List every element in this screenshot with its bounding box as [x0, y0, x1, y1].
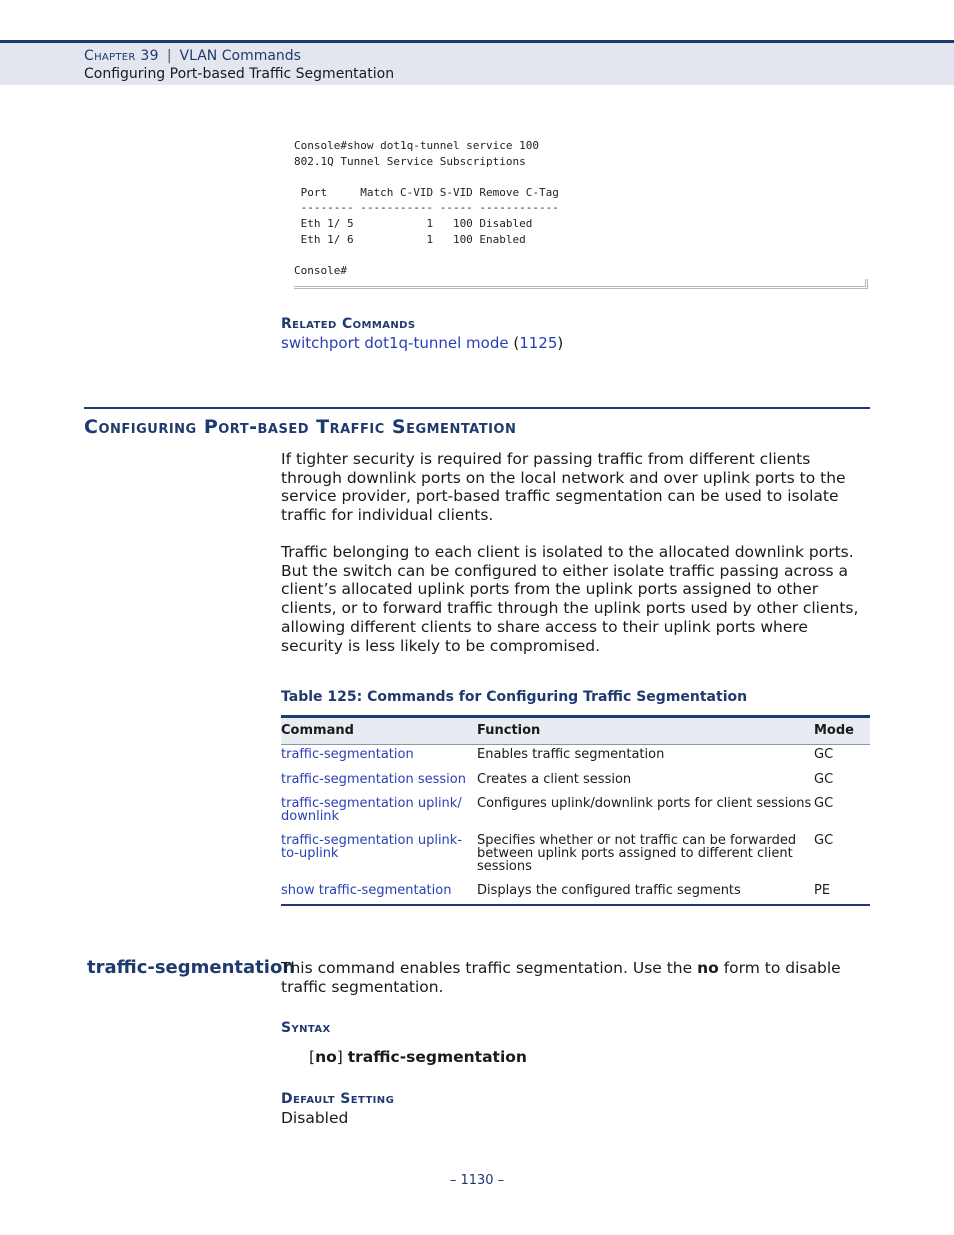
- related-page-link[interactable]: 1125: [519, 334, 558, 352]
- table-header-row: [281, 717, 870, 745]
- command-link[interactable]: traffic-segmentation session: [281, 771, 466, 787]
- table-caption: Table 125: Commands for Configuring Traffic Segmentation: [281, 689, 748, 705]
- table-row: [281, 881, 870, 905]
- related-commands-heading: Related Commands: [281, 316, 416, 332]
- command-description: [281, 959, 871, 996]
- header-mode: Mode: [814, 717, 870, 745]
- command-link[interactable]: traffic-segmentation uplink/ downlink: [281, 796, 462, 824]
- function-cell: Specifies whether or not traffic can be forwarded between uplink ports assigned to different client sessions: [477, 833, 797, 874]
- table-row: [281, 831, 870, 881]
- table-row: [281, 794, 870, 831]
- code-box-border: [294, 279, 868, 289]
- commands-table: [281, 715, 870, 906]
- syntax-line: [309, 1048, 527, 1066]
- chapter-separator: |: [166, 48, 172, 64]
- command-link[interactable]: traffic-segmentation: [281, 747, 414, 762]
- function-cell: Configures uplink/downlink ports for client sessions: [477, 796, 812, 812]
- default-setting-heading: Default Setting: [281, 1091, 395, 1107]
- command-title: traffic-segmentation: [87, 957, 296, 978]
- desc-text-1: This command enables traffic segmentation. Use the: [281, 959, 698, 977]
- section-divider: [84, 407, 870, 409]
- mode-cell: GC: [814, 771, 834, 787]
- syntax-command: traffic-segmentation: [347, 1048, 527, 1066]
- chapter-name: VLAN Commands: [179, 48, 301, 64]
- header-subtitle: Configuring Port-based Traffic Segmentation: [84, 66, 395, 82]
- command-link[interactable]: show traffic-segmentation: [281, 881, 477, 905]
- section-paragraph-1: If tighter security is required for passing traffic from different clients through downlink ports on the local network and over uplink ports to the service provider, port-based traffic segmentation can be used to isolate traffic for individual clients.: [281, 450, 846, 525]
- paren-open: (: [513, 334, 520, 352]
- console-output: Console#show dot1q-tunnel service 100 802.1Q Tunnel Service Subscriptions Port Match C-VID S-VID Remove C-Tag -------- ----------- ----- ------------ Eth 1/ 5 1 100 Disabled Eth 1/ 6 1 100 Enabled Console#: [294, 139, 559, 277]
- page-number: – 1130 –: [449, 1173, 505, 1188]
- related-command-link[interactable]: switchport dot1q-tunnel mode: [281, 334, 509, 352]
- mode-cell: GC: [814, 796, 834, 812]
- default-setting-value: Disabled: [281, 1109, 349, 1127]
- syntax-no: no: [315, 1048, 337, 1066]
- header-command: Command: [281, 717, 477, 745]
- chapter-label: Chapter 39: [84, 48, 159, 64]
- command-link[interactable]: traffic-segmentation uplink-to-uplink: [281, 833, 463, 861]
- header-function: Function: [477, 717, 814, 745]
- related-commands-line: [281, 334, 563, 352]
- chapter-line: [84, 48, 301, 64]
- table-row: [281, 770, 870, 795]
- desc-keyword: no: [697, 959, 719, 977]
- paren-close: ): [557, 334, 564, 352]
- mode-cell: GC: [814, 833, 834, 849]
- mode-cell: GC: [814, 747, 834, 762]
- desc-text-2: form to disable traffic segmentation.: [281, 959, 841, 996]
- syntax-bracket-close: ]: [336, 1048, 348, 1066]
- section-paragraph-2: Traffic belonging to each client is isolated to the allocated downlink ports. But the switch can be configured to either isolate traffic passing across a client’s allocated uplink ports from the uplink ports assigned to other clients, or to forward traffic through the uplink ports used by other clients, allowing different clients to share access to their uplink ports where security is less likely to be compromised.: [281, 543, 859, 655]
- table-row: [281, 745, 870, 770]
- function-cell: Displays the configured traffic segments: [477, 881, 814, 905]
- section-title: Configuring Port-based Traffic Segmentation: [84, 416, 517, 438]
- syntax-heading: Syntax: [281, 1020, 331, 1036]
- function-cell: Creates a client session: [477, 771, 632, 787]
- page-header: [0, 40, 954, 85]
- function-cell: Enables traffic segmentation: [477, 747, 665, 762]
- syntax-bracket-open: [: [309, 1048, 316, 1066]
- mode-cell: PE: [814, 881, 870, 905]
